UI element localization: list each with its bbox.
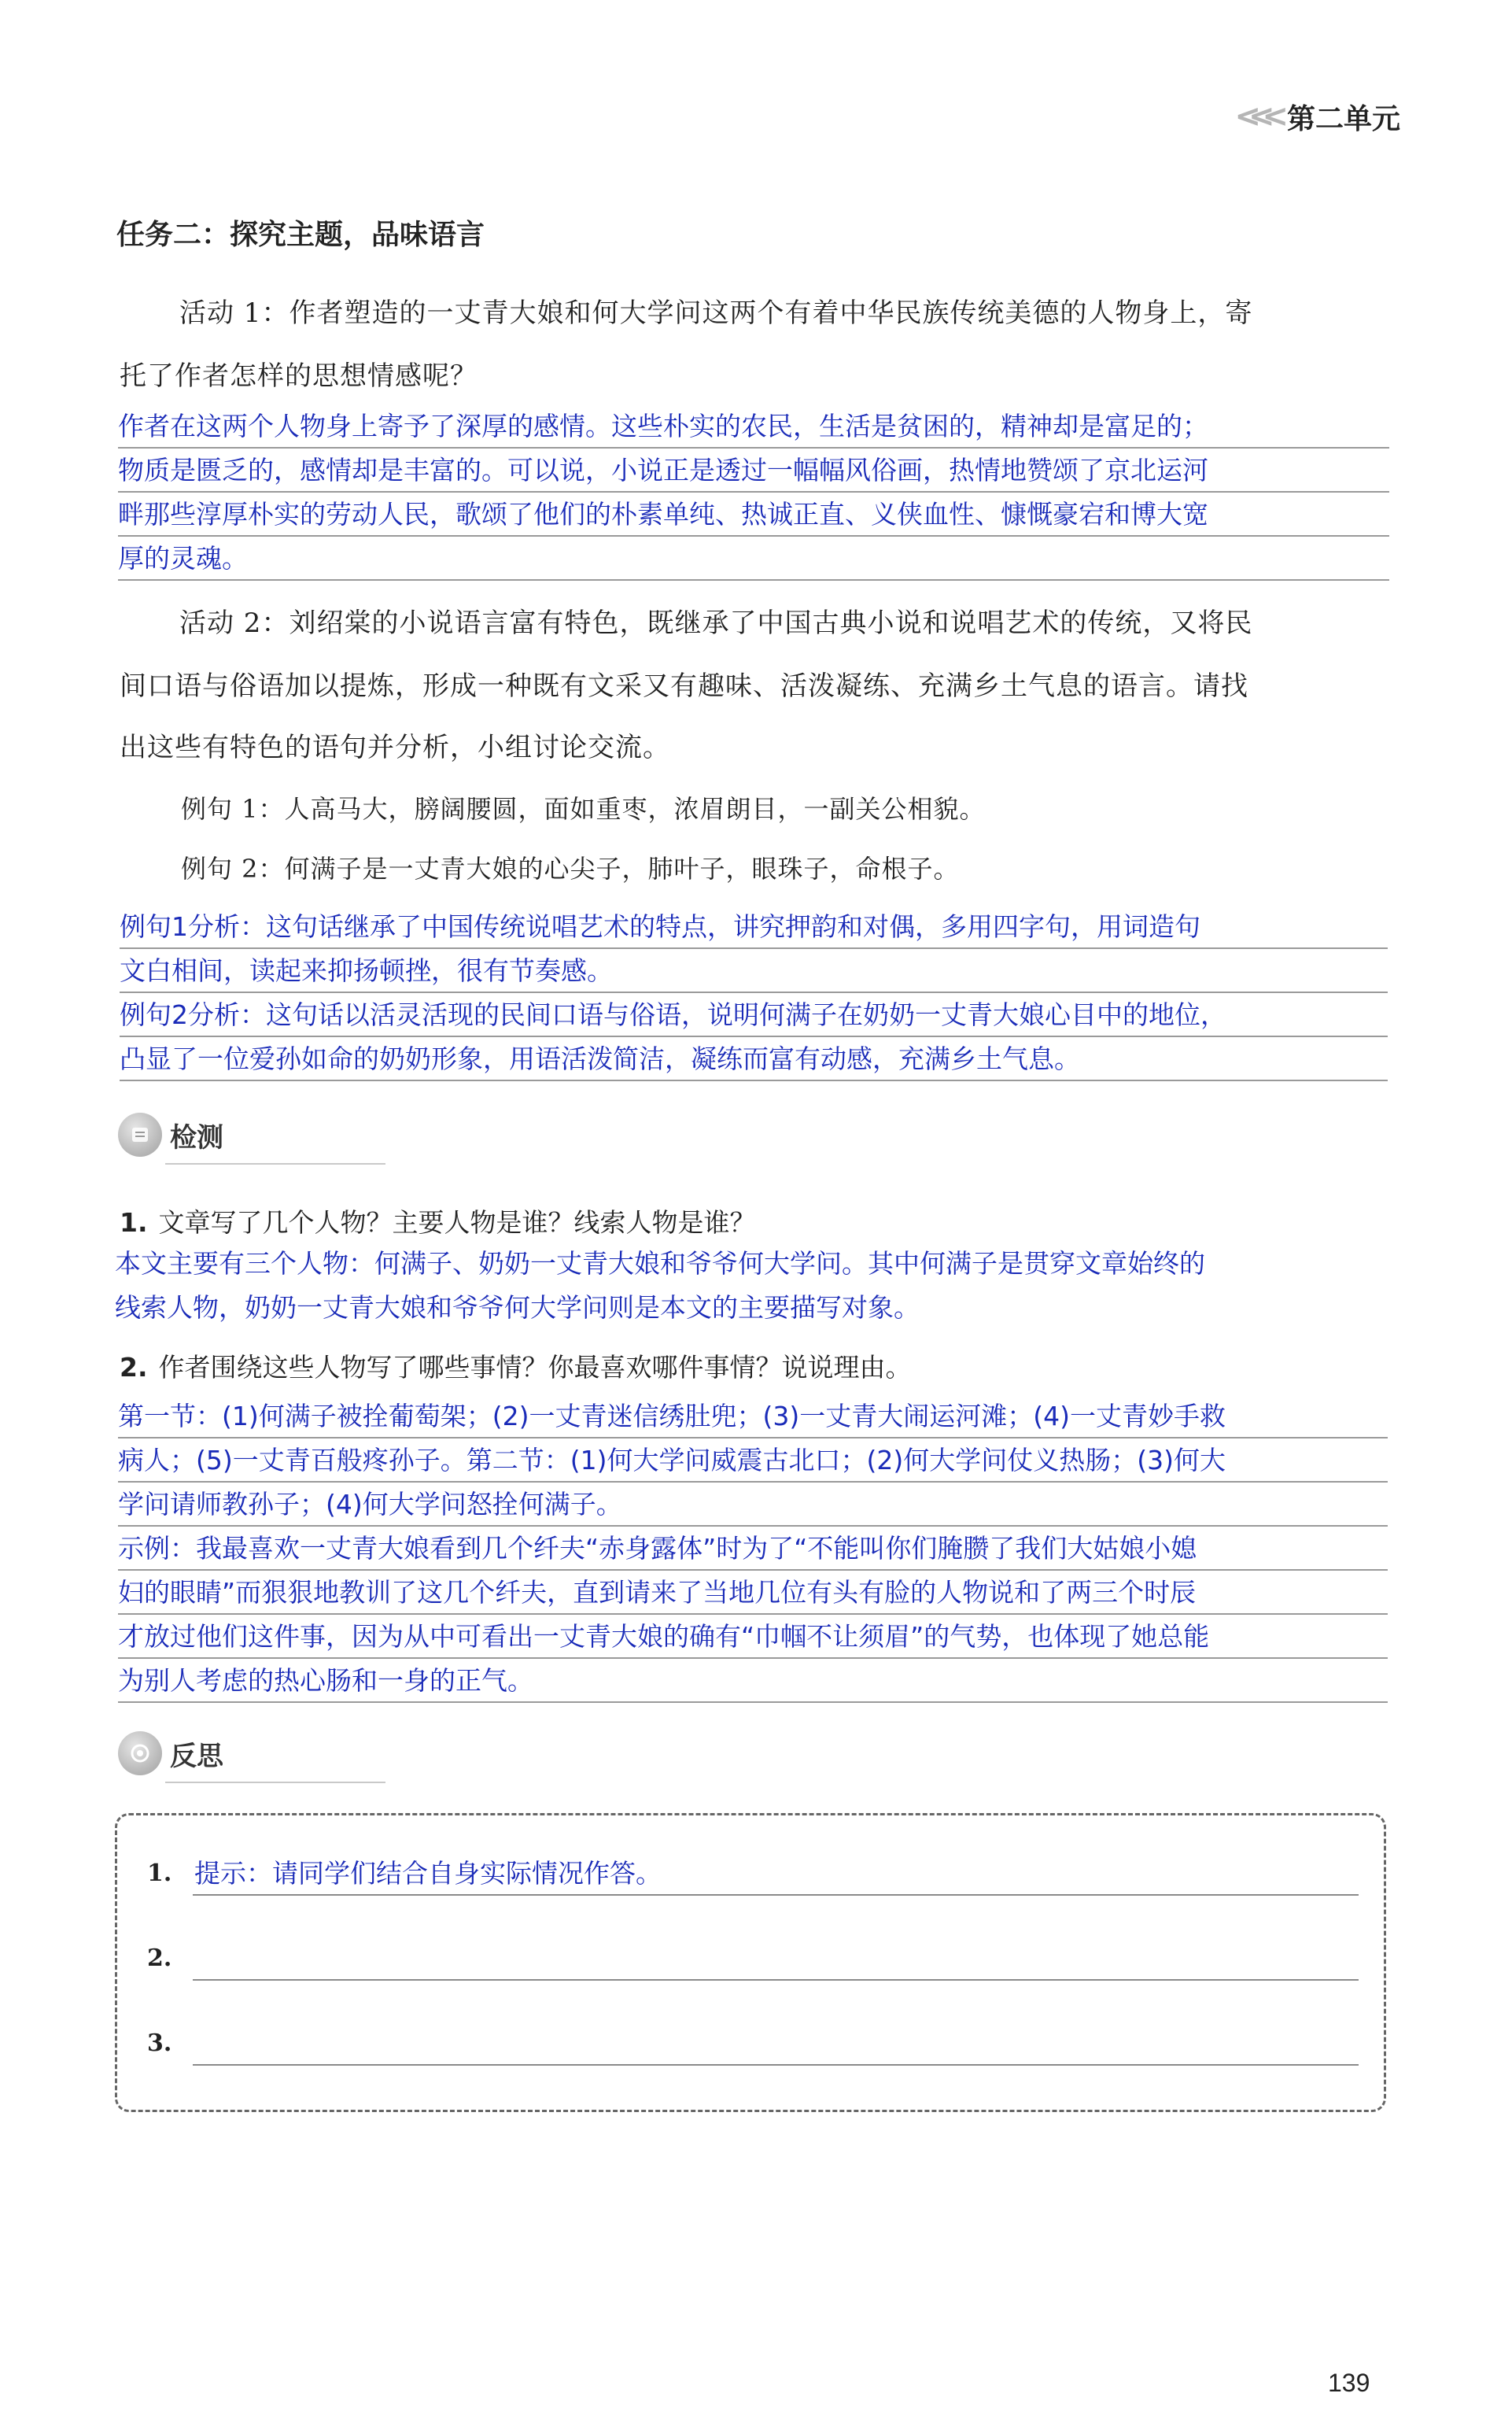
writing-line <box>193 2064 1359 2066</box>
detect-section-heading <box>118 1113 223 1157</box>
answer-line: 线索人物，奶奶一丈青大娘和爷爷何大学问则是本文的主要描写对象。 <box>115 1292 920 1323</box>
reflection-box <box>115 1813 1386 2112</box>
activity1-line-1: 活动 1：作者塑造的一丈青大娘和何大学问这两个有着中华民族传统美德的人物身上，寄 <box>179 297 1253 329</box>
answer-line: 例句1分析：这句话继承了中国传统说唱艺术的特点，讲究押韵和对偶，多用四字句，用词造句 <box>120 911 1200 942</box>
answer-line: 凸显了一位爱孙如命的奶奶形象，用语活泼简洁，凝练而富有动感，充满乡土气息。 <box>120 1043 1080 1074</box>
task-title: 任务二：探究主题，品味语言 <box>116 219 485 251</box>
document-icon <box>118 1113 162 1157</box>
reflect-heading-label: 反思 <box>170 1740 223 1772</box>
reflect-section-heading <box>118 1731 223 1775</box>
reflection-number: 1. <box>147 1859 172 1887</box>
activity1-answer <box>118 404 1389 581</box>
answer-line: 例句2分析：这句话以活灵活现的民间口语与俗语，说明何满子在奶奶一丈青大娘心目中的地位， <box>120 999 1226 1030</box>
activity2-line-2: 间口语与俗语加以提炼，形成一种既有文采又有趣味、活泼凝练、充满乡土气息的语言。请找 <box>120 670 1248 702</box>
answer-line: 才放过他们这件事，因为从中可看出一丈青大娘的确有“巾帼不让须眉”的气势，也体现了她总能 <box>118 1621 1210 1652</box>
answer-line: 畔那些淳厚朴实的劳动人民，歌颂了他们的朴素单纯、热诚正直、义侠血性、慷慨豪宕和博大宽 <box>118 499 1208 530</box>
question-number: 1. <box>120 1207 148 1238</box>
activity2-line-1: 活动 2：刘绍棠的小说语言富有特色，既继承了中国古典小说和说唱艺术的传统，又将民 <box>179 608 1253 639</box>
detect-heading-label: 检测 <box>170 1121 223 1154</box>
writing-line <box>193 1894 1359 1896</box>
question-2 <box>120 1347 912 1384</box>
reflection-icon <box>118 1731 162 1775</box>
heading-underline <box>165 1163 385 1165</box>
answer-line: 本文主要有三个人物：何满子、奶奶一丈青大娘和爷爷何大学问。其中何满子是贯穿文章始终的 <box>115 1248 1205 1279</box>
example-2: 例句 2：何满子是一丈青大娘的心尖子，肺叶子，眼珠子，命根子。 <box>181 854 960 884</box>
chevrons-icon: <<< <box>1234 98 1276 135</box>
reflection-text: 提示：请同学们结合自身实际情况作答。 <box>194 1858 662 1889</box>
answer-line: 物质是匮乏的，感情却是丰富的。可以说，小说正是透过一幅幅风俗画，热情地赞颂了京北运河 <box>118 455 1208 486</box>
question-1-answer <box>115 1242 1389 1330</box>
question-text: 作者围绕这些人物写了哪些事情？你最喜欢哪件事情？说说理由。 <box>158 1352 912 1383</box>
activity2-line-3: 出这些有特色的语句并分析，小组讨论交流。 <box>120 732 670 763</box>
answer-line: 示例：我最喜欢一丈青大娘看到几个纤夫“赤身露体”时为了“不能叫你们腌臜了我们大姑娘小媳 <box>118 1533 1197 1564</box>
question-number: 2. <box>120 1352 148 1383</box>
answer-line: 第一节：(1)何满子被拴葡萄架；(2)一丈青迷信绣肚兜；(3)一丈青大闹运河滩；(4)一丈青妙手救 <box>118 1401 1226 1431</box>
question-text: 文章写了几个人物？主要人物是谁？线索人物是谁？ <box>158 1207 756 1238</box>
answer-line: 学问请师教孙子；(4)何大学问怒拴何满子。 <box>118 1489 622 1520</box>
activity1-line-2: 托了作者怎样的思想情感呢？ <box>120 360 478 392</box>
question-2-answer <box>118 1394 1388 1703</box>
answer-line: 作者在这两个人物身上寄予了深厚的感情。这些朴实的农民，生活是贫困的，精神却是富足的； <box>118 411 1208 441</box>
reflection-number: 2. <box>147 1944 172 1972</box>
activity2-answer <box>120 905 1388 1081</box>
writing-line <box>193 1979 1359 1981</box>
reflection-number: 3. <box>147 2029 172 2057</box>
reflection-item-3[interactable] <box>147 2018 1359 2066</box>
example-1: 例句 1：人高马大，膀阔腰圆，面如重枣，浓眉朗目，一副关公相貌。 <box>181 794 986 824</box>
answer-line: 为别人考虑的热心肠和一身的正气。 <box>118 1665 533 1696</box>
reflection-item-2[interactable] <box>147 1933 1359 1981</box>
unit-header <box>1204 93 1400 140</box>
question-1 <box>120 1202 756 1239</box>
reflection-item-1[interactable] <box>147 1848 1359 1896</box>
page-number: 139 <box>1328 2369 1370 2397</box>
answer-line: 病人；(5)一丈青百般疼孙子。第二节：(1)何大学问威震古北口；(2)何大学问仗义热肠；(3)何大 <box>118 1445 1226 1475</box>
answer-line: 厚的灵魂。 <box>118 543 248 574</box>
heading-underline <box>165 1782 385 1783</box>
unit-title: 第二单元 <box>1286 102 1400 135</box>
answer-line: 文白相间，读起来抑扬顿挫，很有节奏感。 <box>120 955 613 986</box>
answer-line: 妇的眼睛”而狠狠地教训了这几个纤夫，直到请来了当地几位有头有脸的人物说和了两三个时辰 <box>118 1577 1197 1608</box>
